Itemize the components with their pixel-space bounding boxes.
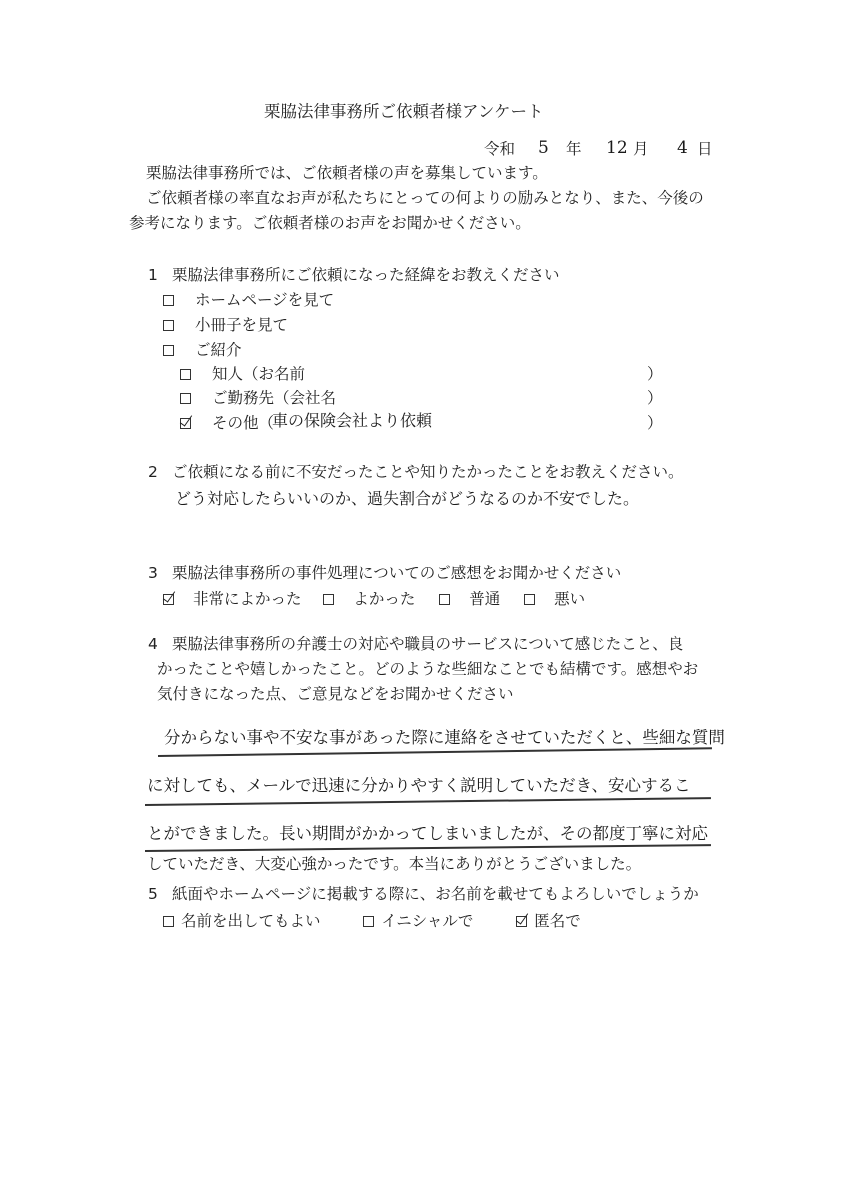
option-label: ご勤務先（会社名 (211, 389, 336, 407)
q4-question-line-1: 栗脇法律事務所の弁護士の対応や職員のサービスについて感じたこと、良 (172, 635, 684, 653)
option-label: イニシャルで (381, 912, 474, 930)
option-label: 名前を出してもよい (180, 912, 321, 930)
date-month-unit: 月 (633, 140, 649, 158)
checkbox-checked[interactable] (163, 594, 174, 605)
q5-question: 紙面やホームページに掲載する際に、お名前を載せてもよろしいでしょうか (172, 885, 699, 903)
q4-question-line-3: 気付きになった点、ご意見などをお聞かせください (157, 685, 514, 703)
checkbox[interactable] (180, 369, 191, 380)
date-day-unit: 日 (697, 140, 713, 158)
checkbox[interactable] (524, 594, 535, 605)
checkbox[interactable] (363, 916, 374, 927)
option-label: ご紹介 (194, 341, 242, 359)
q4-answer-line-3: とができました。長い期間がかかってしまいましたが、その都度丁寧に対応 (147, 824, 708, 843)
q5-options (163, 914, 581, 930)
q2-question: ご依頼になる前に不安だったことや知りたかったことをお教えください。 (172, 463, 684, 481)
date-day: 4 (677, 138, 688, 158)
q2-answer: どう対応したらいいのか、過失割合がどうなるのか不安でした。 (175, 489, 640, 508)
q5-number: 5 (148, 885, 158, 903)
q1-number: 1 (148, 266, 158, 284)
option-label: 匿名で (534, 912, 581, 930)
intro-line-1: 栗脇法律事務所では、ご依頼者様の声を募集しています。 (146, 164, 548, 182)
q1-sub-acquaintance (180, 367, 305, 383)
option-label: 知人（お名前 (211, 365, 305, 383)
q1-option-homepage (163, 293, 334, 309)
close-paren: ） (647, 389, 663, 407)
option-label: その他（ (211, 414, 274, 432)
q4-question-line-2: かったことや嬉しかったこと。どのような些細なことでも結構です。感想やお (157, 660, 699, 678)
checkbox[interactable] (163, 320, 174, 331)
checkbox[interactable] (439, 594, 450, 605)
q4-answer-line-2: に対しても、メールで迅速に分かりやすく説明していただき、安心するこ (147, 776, 691, 795)
survey-title: 栗脇法律事務所ご依頼者様アンケート (264, 102, 544, 121)
q3-number: 3 (148, 564, 158, 582)
answer-underline (145, 844, 711, 852)
checkbox[interactable] (163, 916, 174, 927)
checkbox-checked[interactable] (180, 418, 191, 429)
q1-question: 栗脇法律事務所にご依頼になった経緯をお教えください (172, 266, 560, 284)
q4-number: 4 (148, 635, 158, 653)
answer-underline (145, 797, 711, 806)
checkbox[interactable] (323, 594, 334, 605)
close-paren: ） (647, 414, 663, 432)
intro-line-2: ご依頼者様の率直なお声が私たちにとっての何よりの励みとなり、また、今後の (146, 189, 704, 207)
checkbox-checked[interactable] (516, 916, 527, 927)
option-label: 悪い (554, 590, 586, 608)
close-paren: ） (647, 365, 663, 383)
checkbox[interactable] (180, 393, 191, 404)
q1-sub-other (180, 416, 274, 432)
q3-options (163, 592, 585, 608)
date-year: 5 (538, 138, 549, 158)
q2-number: 2 (148, 463, 158, 481)
q1-option-referral (163, 343, 241, 359)
q3-question: 栗脇法律事務所の事件処理についてのご感想をお聞かせください (172, 564, 622, 582)
checkbox[interactable] (163, 295, 174, 306)
q1-other-answer: 車の保険会社より依頼 (272, 411, 433, 430)
q4-answer-line-1: 分からない事や不安な事があった際に連絡をさせていただくと、些細な質問 (164, 728, 725, 747)
option-label: 普通 (469, 590, 501, 608)
option-label: ホームページを見て (194, 291, 335, 309)
date-era: 令和 (484, 140, 516, 158)
q4-answer-line-4: していただき、大変心強かったです。本当にありがとうございました。 (147, 855, 642, 873)
option-label: 非常によかった (192, 590, 302, 608)
intro-line-3: 参考になります。ご依頼者様のお声をお聞かせください。 (129, 214, 531, 232)
option-label: 小冊子を見て (194, 316, 288, 334)
answer-underline (158, 747, 712, 756)
q1-sub-workplace (180, 391, 336, 407)
q1-option-booklet (163, 318, 288, 334)
option-label: よかった (353, 590, 416, 608)
checkbox[interactable] (163, 345, 174, 356)
date-month: 12 (606, 138, 628, 158)
date-year-unit: 年 (566, 140, 582, 158)
